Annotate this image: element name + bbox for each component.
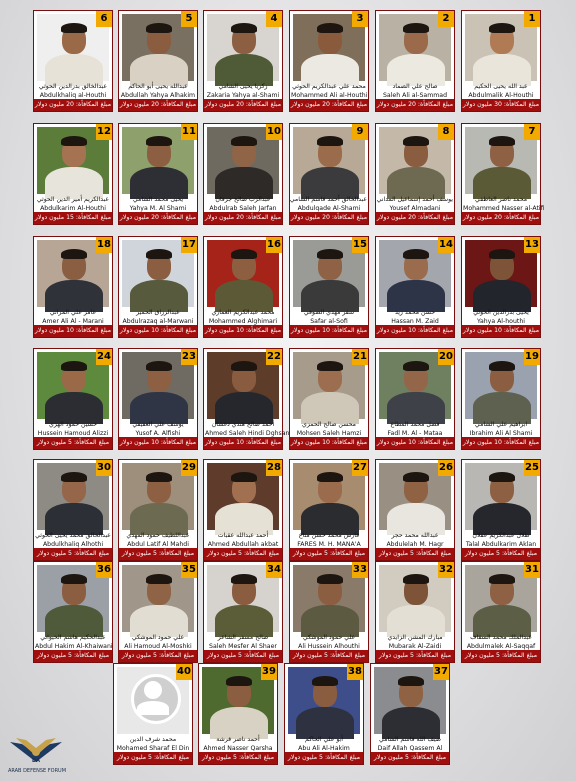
reward-banner: مبلغ المكافأة: 20 مليون دولار bbox=[34, 99, 112, 111]
wanted-card[interactable] bbox=[284, 663, 364, 765]
wanted-card[interactable] bbox=[118, 10, 198, 112]
english-name: Zakaria Yahya al-Shami bbox=[206, 92, 280, 99]
wanted-card[interactable] bbox=[289, 236, 369, 338]
card-number-badge: 8 bbox=[438, 124, 454, 140]
wanted-card[interactable] bbox=[375, 348, 455, 450]
english-name: Hassan M. Zaid bbox=[391, 318, 439, 325]
reward-banner: مبلغ المكافأة: 20 مليون دولار bbox=[204, 99, 282, 111]
arabic-name: أحمد ناصر قرشة bbox=[216, 736, 260, 743]
card-number-badge: 12 bbox=[96, 124, 112, 140]
arabic-name: عبد الله يحيى الحكيم bbox=[474, 83, 528, 90]
arabic-name: عبدالكريم أمير الدين الحوثي bbox=[36, 196, 110, 203]
arabic-name: يوسف علي العفيفي bbox=[132, 421, 184, 428]
card-number-badge: 23 bbox=[181, 349, 197, 365]
card-number-badge: 22 bbox=[266, 349, 282, 365]
arabic-name: صالح مسفر الشاعر bbox=[217, 634, 269, 641]
wanted-card[interactable] bbox=[33, 123, 113, 225]
english-name: FARES M. H. MANA'A bbox=[297, 541, 361, 548]
arabic-name: عبدالرزاق الحمير bbox=[136, 309, 180, 316]
arabic-name: علي حمود الموشكي bbox=[302, 634, 356, 641]
english-name: Saleh Ali al-Sammad bbox=[382, 92, 447, 99]
english-name: Mohammed Ali al-Houthi bbox=[291, 92, 368, 99]
reward-banner: مبلغ المكافأة: 15 مليون دولار bbox=[34, 212, 112, 224]
arabic-name: عبدالله يحيى أبو الحاكم bbox=[128, 83, 188, 90]
reward-banner: مبلغ المكافأة: 10 مليون دولار bbox=[376, 325, 454, 337]
english-name: Safar al-Sofi bbox=[310, 318, 348, 325]
english-name: Abdul Latif Al Mahdi bbox=[127, 541, 189, 548]
card-number-badge: 29 bbox=[181, 460, 197, 476]
wanted-card[interactable] bbox=[33, 561, 113, 663]
wanted-card[interactable] bbox=[461, 459, 541, 561]
card-number-badge: 3 bbox=[352, 11, 368, 27]
wanted-card[interactable] bbox=[118, 123, 198, 225]
card-number-badge: 20 bbox=[438, 349, 454, 365]
wanted-card[interactable] bbox=[370, 663, 450, 765]
reward-banner: مبلغ المكافأة: 10 مليون دولار bbox=[462, 325, 540, 337]
english-name: Hussein Hamoud Alizzi bbox=[37, 430, 109, 437]
reward-banner: مبلغ المكافأة: 10 مليون دولار bbox=[376, 437, 454, 449]
english-name: Amer Ali Al - Marani bbox=[42, 318, 104, 325]
wanted-card[interactable] bbox=[375, 10, 455, 112]
wanted-card[interactable] bbox=[289, 10, 369, 112]
wanted-card[interactable] bbox=[461, 561, 541, 663]
forum-logo-caption: ARAB DEFENSE FORUM bbox=[7, 768, 67, 774]
card-number-badge: 26 bbox=[438, 460, 454, 476]
arabic-name: عامر علي المراني bbox=[49, 309, 97, 316]
arabic-name: يحيى محمد الشامي bbox=[132, 196, 184, 203]
arabic-name: عبدالملك محمد السقاف bbox=[470, 634, 532, 641]
arabic-name: عبدالله محمد حجر bbox=[391, 532, 439, 539]
card-number-badge: 32 bbox=[438, 562, 454, 578]
card-number-badge: 2 bbox=[438, 11, 454, 27]
reward-banner: مبلغ المكافأة: 10 مليون دولار bbox=[204, 437, 282, 449]
wanted-card[interactable] bbox=[461, 348, 541, 450]
reward-banner: مبلغ المكافأة: 20 مليون دولار bbox=[119, 99, 197, 111]
arabic-name: عبداللطيف حمود المهدي bbox=[126, 532, 190, 539]
card-number-badge: 13 bbox=[524, 237, 540, 253]
arabic-name: ضيف الله قاسم الشامي bbox=[378, 736, 442, 743]
english-name: Yahya Al-houthi bbox=[477, 318, 525, 325]
english-name: Abdulelah M. Hagr bbox=[386, 541, 444, 548]
wanted-card[interactable] bbox=[203, 10, 283, 112]
english-name: Abdulqade Al-Shami bbox=[297, 205, 361, 212]
card-number-badge: 28 bbox=[266, 460, 282, 476]
wanted-card[interactable] bbox=[33, 459, 113, 561]
card-number-badge: 36 bbox=[96, 562, 112, 578]
english-name: Ibrahim Ali Al Shami bbox=[469, 430, 533, 437]
wanted-card[interactable] bbox=[461, 123, 545, 225]
reward-banner: مبلغ المكافأة: 10 مليون دولار bbox=[204, 325, 282, 337]
english-name: Abdulmalek Al-Saqqaf bbox=[466, 643, 536, 650]
card-number-badge: 25 bbox=[524, 460, 540, 476]
reward-banner: مبلغ المكافأة: 5 مليون دولار bbox=[114, 752, 192, 764]
arabic-name: محمد علي عبدالكريم الحوثي bbox=[292, 83, 366, 90]
arabic-name: فضل محمد المطاع bbox=[390, 421, 440, 428]
wanted-card[interactable] bbox=[289, 123, 369, 225]
arabic-name: أحمد صالح هندي دغشان bbox=[211, 421, 275, 428]
card-number-badge: 35 bbox=[181, 562, 197, 578]
arabic-name: صالح علي الصماد bbox=[392, 83, 438, 90]
reward-banner: مبلغ المكافأة: 5 مليون دولار bbox=[34, 650, 112, 662]
english-name: Yusof A. Alfishi bbox=[135, 430, 181, 437]
wanted-card[interactable] bbox=[118, 561, 198, 663]
english-name: Ahmed Abdullah akbat bbox=[207, 541, 279, 548]
reward-banner: مبلغ المكافأة: 5 مليون دولار bbox=[462, 548, 540, 560]
card-number-badge: 17 bbox=[181, 237, 197, 253]
card-number-badge: 18 bbox=[96, 237, 112, 253]
arabic-name: عبدالرب صالح جرفان bbox=[215, 196, 271, 203]
wanted-card[interactable] bbox=[113, 663, 193, 765]
english-name: Mubarak Al-Zaidi bbox=[388, 643, 442, 650]
wanted-card[interactable] bbox=[375, 459, 455, 561]
reward-banner: مبلغ المكافأة: 10 مليون دولار bbox=[34, 325, 112, 337]
english-name: Abdulmalik Al-Houthi bbox=[468, 92, 534, 99]
wanted-card[interactable] bbox=[203, 236, 283, 338]
reward-banner: مبلغ المكافأة: 20 مليون دولار bbox=[290, 212, 368, 224]
card-number-badge: 14 bbox=[438, 237, 454, 253]
wanted-card[interactable] bbox=[461, 10, 541, 112]
reward-banner: مبلغ المكافأة: 10 مليون دولار bbox=[119, 325, 197, 337]
english-name: Abdulrab Saleh Jarfan bbox=[209, 205, 277, 212]
card-number-badge: 33 bbox=[352, 562, 368, 578]
arabic-name: محمد ناصر العاطفي bbox=[474, 196, 528, 203]
arabic-name: محمد شرف الدين bbox=[129, 736, 177, 743]
reward-banner: مبلغ المكافأة: 20 مليون دولار bbox=[376, 99, 454, 111]
arabic-name: عبدالخالق محمد يحيى الحوثي bbox=[35, 532, 111, 539]
arabic-name: سفر مهدي الصوفي bbox=[303, 309, 355, 316]
reward-banner: مبلغ المكافأة: 5 مليون دولار bbox=[285, 752, 363, 764]
card-number-badge: 19 bbox=[524, 349, 540, 365]
english-name: Abdulkhaliq al-Houthi bbox=[39, 92, 107, 99]
reward-banner: مبلغ المكافأة: 10 مليون دولار bbox=[462, 437, 540, 449]
card-number-badge: 7 bbox=[524, 124, 540, 140]
reward-banner: مبلغ المكافأة: 5 مليون دولار bbox=[462, 650, 540, 662]
english-name: Yahya M. Al Shami bbox=[129, 205, 187, 212]
arabic-name: فارس محمد حسن مناع bbox=[298, 532, 360, 539]
card-number-badge: 4 bbox=[266, 11, 282, 27]
card-number-badge: 16 bbox=[266, 237, 282, 253]
card-number-badge: 11 bbox=[181, 124, 197, 140]
card-number-badge: 6 bbox=[96, 11, 112, 27]
wanted-card[interactable] bbox=[289, 459, 369, 561]
arabic-name: عبدالخالق أحمد قاسم الشامي bbox=[289, 196, 367, 203]
reward-banner: مبلغ المكافأة: 20 مليون دولار bbox=[204, 212, 282, 224]
wanted-card[interactable] bbox=[289, 561, 369, 663]
arabic-name: طلال عبدالكريم عقلان bbox=[472, 532, 530, 539]
card-number-badge: 30 bbox=[96, 460, 112, 476]
card-number-badge: 34 bbox=[266, 562, 282, 578]
reward-banner: مبلغ المكافأة: 20 مليون دولار bbox=[376, 212, 454, 224]
forum-logo-tag: DA bbox=[31, 758, 41, 764]
reward-banner: مبلغ المكافأة: 5 مليون دولار bbox=[376, 548, 454, 560]
english-name: Abu Ali Al-Hakim bbox=[298, 745, 350, 752]
card-number-badge: 21 bbox=[352, 349, 368, 365]
wanted-card[interactable] bbox=[203, 348, 290, 450]
reward-banner: مبلغ المكافأة: 20 مليون دولار bbox=[119, 212, 197, 224]
card-number-badge: 1 bbox=[524, 11, 540, 27]
card-number-badge: 9 bbox=[352, 124, 368, 140]
english-name: Mohammed Nasser al-Atifi bbox=[463, 205, 545, 212]
english-name: Saleh Mesfer Al Shaer bbox=[209, 643, 277, 650]
english-name: Ali Hamoud Al-Moshki bbox=[124, 643, 192, 650]
card-number-badge: 40 bbox=[176, 664, 192, 680]
reward-banner: مبلغ المكافأة: 10 مليون دولار bbox=[290, 437, 368, 449]
arabic-name: عبدالحكيم هاشم الخيواني bbox=[40, 634, 106, 641]
english-name: Mohammed Alghimari bbox=[208, 318, 278, 325]
reward-banner: مبلغ المكافأة: 20 مليون دولار bbox=[462, 212, 540, 224]
wanted-card[interactable] bbox=[203, 561, 283, 663]
wanted-card[interactable] bbox=[118, 459, 198, 561]
wanted-card[interactable] bbox=[375, 561, 455, 663]
arabic-name: علي حمود الموشكي bbox=[131, 634, 185, 641]
wanted-card[interactable] bbox=[33, 348, 113, 450]
arabic-name: زكريا يحيى الشامي bbox=[218, 83, 268, 90]
wanted-card[interactable] bbox=[289, 348, 369, 450]
reward-banner: مبلغ المكافأة: 20 مليون دولار bbox=[290, 99, 368, 111]
english-name: Ahmed Saleh Hindi Dghsan bbox=[205, 430, 290, 437]
card-number-badge: 10 bbox=[266, 124, 282, 140]
reward-banner: مبلغ المكافأة: 5 مليون دولار bbox=[199, 752, 277, 764]
arabic-name: يوسف أحمد إسماعيل المداني bbox=[376, 196, 453, 203]
reward-banner: مبلغ المكافأة: 5 مليون دولار bbox=[290, 548, 368, 560]
reward-banner: مبلغ المكافأة: 10 مليون دولار bbox=[119, 437, 197, 449]
english-name: Abdulkarim Al-Houthi bbox=[40, 205, 106, 212]
reward-banner: مبلغ المكافأة: 30 مليون دولار bbox=[462, 99, 540, 111]
card-number-badge: 39 bbox=[261, 664, 277, 680]
english-name: Mohamed Sharaf El Din bbox=[116, 745, 190, 752]
arabic-name: ابراهيم علي الشامي bbox=[474, 421, 528, 428]
reward-banner: مبلغ المكافأة: 5 مليون دولار bbox=[376, 650, 454, 662]
arabic-name: يحيى بدرالدين الحوثي bbox=[473, 309, 529, 316]
arabic-name: محسن صالح الحمزي bbox=[302, 421, 356, 428]
english-name: Abdulrazaq al-Marwani bbox=[122, 318, 194, 325]
card-number-badge: 27 bbox=[352, 460, 368, 476]
arabic-name: أبو علي الحاكم bbox=[304, 736, 344, 743]
reward-banner: مبلغ المكافأة: 5 مليون دولار bbox=[204, 650, 282, 662]
english-name: Yousef Almadani bbox=[389, 205, 441, 212]
wanted-card[interactable] bbox=[33, 236, 113, 338]
wanted-card[interactable] bbox=[203, 459, 283, 561]
english-name: Abdulkhaliq Alhothi bbox=[42, 541, 104, 548]
english-name: Daif Allah Qassem Al bbox=[377, 745, 443, 752]
reward-banner: مبلغ المكافأة: 5 مليون دولار bbox=[34, 548, 112, 560]
wanted-card[interactable] bbox=[118, 236, 198, 338]
arabic-name: عبدالخالق بدرالدين الحوثي bbox=[38, 83, 108, 90]
english-name: Ahmed Nasser Qarsha bbox=[203, 745, 273, 752]
reward-banner: مبلغ المكافأة: 5 مليون دولار bbox=[119, 650, 197, 662]
reward-banner: مبلغ المكافأة: 5 مليون دولار bbox=[204, 548, 282, 560]
reward-banner: مبلغ المكافأة: 5 مليون دولار bbox=[119, 548, 197, 560]
card-number-badge: 5 bbox=[181, 11, 197, 27]
card-number-badge: 38 bbox=[347, 664, 363, 680]
english-name: Mohsen Saleh Hamzi bbox=[296, 430, 362, 437]
arabic-name: حسن محمد زيد bbox=[394, 309, 436, 316]
english-name: Talal Abdulkarim Aklan bbox=[465, 541, 537, 548]
wanted-card[interactable] bbox=[461, 236, 541, 338]
arabic-name: أحمد عبدالله عقبات bbox=[217, 532, 269, 539]
english-name: Abdul Hakim Al-Khaiwani bbox=[35, 643, 113, 650]
wanted-card[interactable] bbox=[118, 348, 198, 450]
reward-banner: مبلغ المكافأة: 5 مليون دولار bbox=[371, 752, 449, 764]
english-name: Abdullah Yahya Alhakim bbox=[120, 92, 196, 99]
reward-banner: مبلغ المكافأة: 5 مليون دولار bbox=[290, 650, 368, 662]
english-name: Fadl M. Al - Mataa bbox=[387, 430, 443, 437]
card-number-badge: 15 bbox=[352, 237, 368, 253]
wanted-card[interactable] bbox=[203, 123, 283, 225]
reward-banner: مبلغ المكافأة: 10 مليون دولار bbox=[290, 325, 368, 337]
english-name: Ali Hussein Alhouthi bbox=[298, 643, 360, 650]
card-number-badge: 24 bbox=[96, 349, 112, 365]
arabic-name: حسين حمود الهزي bbox=[49, 421, 97, 428]
wanted-card[interactable] bbox=[33, 10, 113, 112]
card-number-badge: 37 bbox=[433, 664, 449, 680]
wanted-card[interactable] bbox=[375, 236, 455, 338]
arabic-name: مبارك المشن الزايدي bbox=[387, 634, 443, 641]
wanted-card[interactable] bbox=[198, 663, 278, 765]
arabic-name: محمد عبدالكريم الغماري bbox=[211, 309, 275, 316]
card-number-badge: 31 bbox=[524, 562, 540, 578]
wanted-card[interactable] bbox=[375, 123, 455, 225]
reward-banner: مبلغ المكافأة: 5 مليون دولار bbox=[34, 437, 112, 449]
